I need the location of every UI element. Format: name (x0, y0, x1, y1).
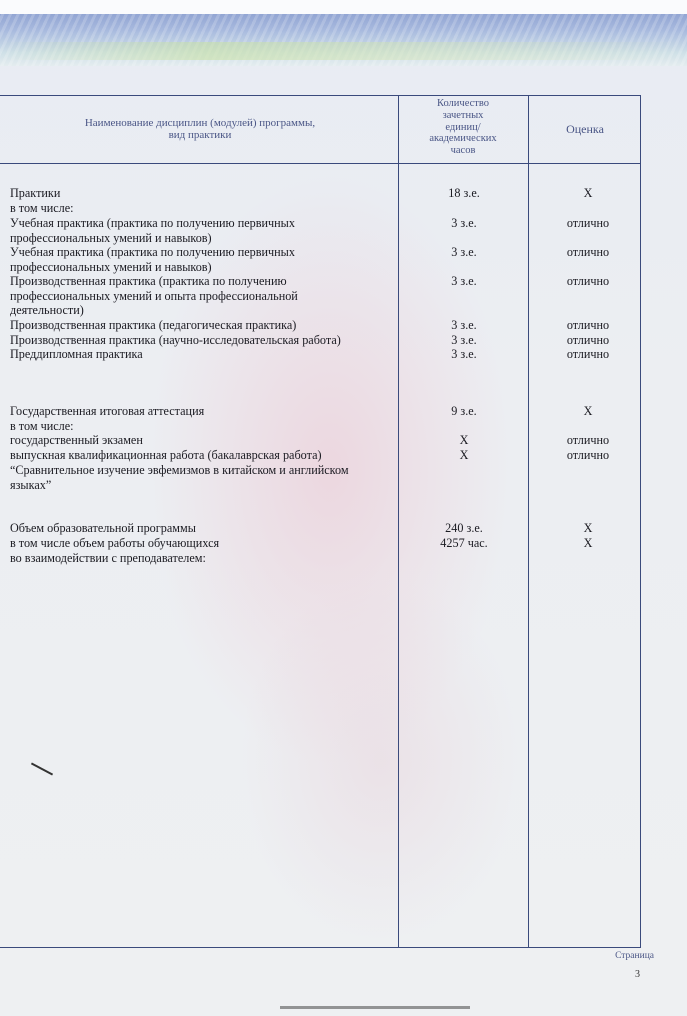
row-text: Учебная практика (практика по получению первичных (10, 245, 295, 259)
table-bottom-rule (0, 947, 641, 948)
row-grade: Х (583, 521, 593, 535)
row-text: Производственная практика (практика по получению (10, 274, 287, 288)
row-text: профессиональных умений и опыта профессиональной (10, 289, 298, 303)
row-credit-units: 240 з.е. (445, 521, 483, 535)
header-bottom-rule (0, 163, 641, 164)
row-credit-units: Х (459, 448, 469, 462)
bottom-edge-scrap (280, 1006, 470, 1009)
row-text: в том числе объем работы обучающихся (10, 536, 220, 550)
row-grade: отлично (566, 448, 610, 462)
row-grade: Х (583, 186, 593, 200)
row-credit-units: 9 з.е. (451, 404, 477, 418)
row-credit-units: 4257 час. (440, 536, 488, 550)
row-credit-units: 3 з.е. (451, 274, 477, 288)
pen-mark (31, 762, 53, 775)
column-divider-2 (528, 95, 529, 948)
row-grade: отлично (566, 245, 610, 259)
band-top-margin (0, 0, 687, 14)
table-top-rule (0, 95, 641, 96)
row-grade: отлично (566, 274, 610, 288)
page-label: Страница (615, 951, 654, 961)
row-text: Производственная практика (научно-исследовательская работа) (10, 333, 341, 347)
header-grade: Оценка (566, 122, 604, 136)
row-text: в том числе: (10, 419, 74, 433)
page-number: 3 (635, 969, 640, 980)
row-text: выпускная квалификационная работа (бакалаврская работа) (10, 448, 322, 462)
row-grade: Х (583, 404, 593, 418)
row-text: Преддипломная практика (10, 347, 143, 361)
row-text: Практики (10, 186, 61, 200)
row-grade: отлично (566, 433, 610, 447)
column-divider-1 (398, 95, 399, 948)
band-green-stripe (0, 42, 687, 60)
row-credit-units: 3 з.е. (451, 333, 477, 347)
row-grade: Х (583, 536, 593, 550)
row-text: Производственная практика (педагогическая практика) (10, 318, 297, 332)
row-text: языках” (10, 478, 52, 492)
row-grade: отлично (566, 333, 610, 347)
row-text: профессиональных умений и навыков) (10, 260, 212, 274)
row-credit-units: 3 з.е. (451, 347, 477, 361)
row-credit-units: 18 з.е. (448, 186, 480, 200)
row-text: Объем образовательной программы (10, 521, 196, 535)
row-text: деятельности) (10, 303, 84, 317)
row-text: во взаимодействии с преподавателем: (10, 551, 206, 565)
row-credit-units: 3 з.е. (451, 245, 477, 259)
row-credit-units: Х (459, 433, 469, 447)
row-text: государственный экзамен (10, 433, 143, 447)
row-grade: отлично (566, 216, 610, 230)
row-grade: отлично (566, 347, 610, 361)
header-credit-units: Количество зачетных единиц/ академических часов (429, 98, 497, 157)
row-text: “Сравнительное изучение эвфемизмов в китайском и английском (10, 463, 349, 477)
row-text: Государственная итоговая аттестация (10, 404, 205, 418)
row-text: Учебная практика (практика по получению первичных (10, 216, 295, 230)
header-discipline-name: Наименование дисциплин (модулей) программы, вид практики (84, 117, 316, 141)
row-credit-units: 3 з.е. (451, 216, 477, 230)
row-text: в том числе: (10, 201, 74, 215)
row-credit-units: 3 з.е. (451, 318, 477, 332)
row-grade: отлично (566, 318, 610, 332)
row-text: профессиональных умений и навыков) (10, 231, 212, 245)
